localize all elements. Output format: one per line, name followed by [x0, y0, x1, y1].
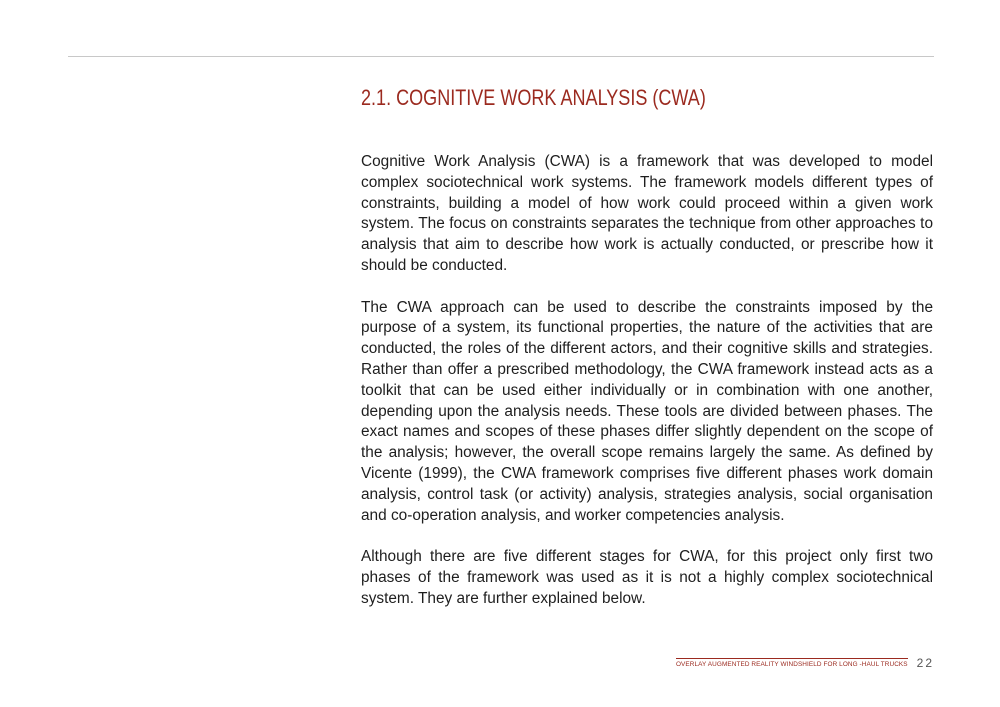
footer-document-title: OVERLAY AUGMENTED REALITY WINDSHIELD FOR LONG -HAUL TRUCKS [675, 661, 908, 668]
section-title: 2.1. COGNITIVE WORK ANALYSIS (CWA) [361, 85, 706, 110]
header-divider [68, 56, 934, 57]
footer-title-rule [676, 658, 908, 668]
page-footer [676, 656, 934, 670]
paragraph-cwa-approach: The CWA approach can be used to describe the constraints imposed by the purpose of a system, its functional properties, the nature of the activities that are conducted, the roles of the different actors, and their cognitive skills and strategies. Rather than offer a prescribed methodology, the CWA framework instead acts as a toolkit that can be used either individually or in combination with one another, depending upon the analysis needs. These tools are divided between phases. The exact names and scopes of these phases differ slightly dependent on the scope of the analysis; however, the overall scope remains largely the same. As defined by Vicente (1999), the CWA framework comprises five different phases work domain analysis, control task (or activity) analysis, strategies analysis, social organisation and co-operation analysis, and worker competencies analysis. [361, 298, 933, 524]
paragraph-cwa-definition: Cognitive Work Analysis (CWA) is a framework that was developed to model complex sociotechnical work systems. The framework models different types of constraints, building a model of how work could proceed within a given work system. The focus on constraints separates the technique from other approaches to analysis that aim to describe how work is actually conducted, or prescribe how it should be conducted. [361, 153, 933, 274]
page-number: 22 [916, 656, 934, 670]
page-content [361, 84, 933, 610]
paragraph-project-scope: Although there are five different stages for CWA, for this project only first two phases of the framework was used as it is not a highly complex sociotechnical system. They are further explained below. [361, 548, 933, 607]
